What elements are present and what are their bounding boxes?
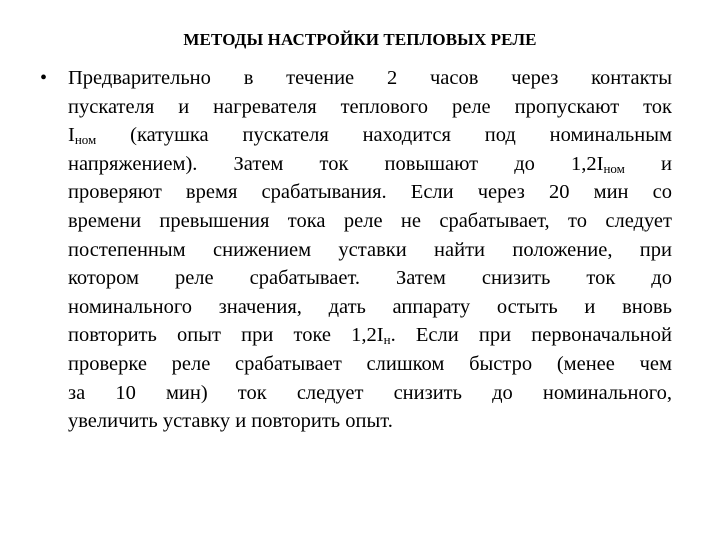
paragraph-line: проверке реле срабатывает слишком быстро (менее чем (68, 352, 672, 375)
paragraph-line: постепенным снижением уставки найти положение, при (68, 238, 672, 261)
subscript-nom: ном (74, 132, 97, 148)
current-symbol: I (68, 124, 75, 147)
paragraph-line: пускателя и нагревателя теплового реле пропускают ток (68, 95, 672, 118)
subscript-n: н (383, 332, 391, 348)
paragraph-line: за 10 мин) ток следует снизить до номинального, (68, 381, 672, 404)
paragraph-text: и (661, 152, 672, 175)
paragraph-line (68, 150, 672, 179)
paragraph-line: Предварительно в течение 2 часов через контакты (68, 67, 672, 89)
paragraph-line: номинального значения, дать аппарату остыть и вновь (68, 295, 672, 318)
paragraph-line: времени превышения тока реле не срабатывает, то следует (68, 209, 672, 232)
paragraph-text: (катушка пускателя находится под номинальным (130, 124, 672, 147)
paragraph-line: котором реле срабатывает. Затем снизить ток до (68, 267, 672, 290)
paragraph-line: проверяют время срабатывания. Если через 20 мин со (68, 181, 672, 204)
bullet-paragraph (68, 64, 672, 436)
slide-title: МЕТОДЫ НАСТРОЙКИ ТЕПЛОВЫХ РЕЛЕ (183, 30, 537, 49)
paragraph-text: напряжением). Затем ток повышают до 1,2I (68, 152, 604, 175)
paragraph-text: повторить опыт при токе 1,2I (68, 324, 384, 347)
subscript-nom: ном (603, 160, 625, 176)
paragraph-line: увеличить уставку и повторить опыт. (68, 410, 393, 433)
paragraph-line (68, 321, 672, 350)
paragraph-line (68, 121, 672, 150)
paragraph-text: . Если при первоначальной (390, 324, 672, 347)
bullet-marker: • (40, 67, 48, 89)
